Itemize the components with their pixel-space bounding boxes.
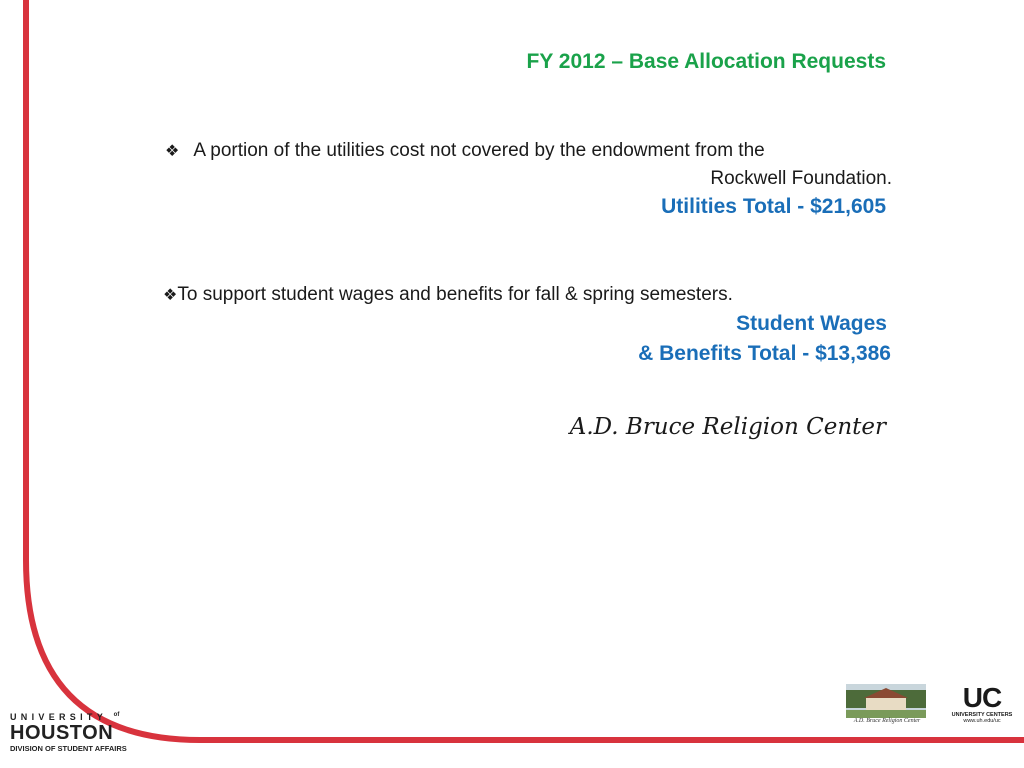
university-centers-logo (950, 684, 1014, 724)
center-name: A.D. Bruce Religion Center (569, 414, 886, 440)
uh-logo-division: DIVISION OF STUDENT AFFAIRS (10, 744, 127, 753)
utilities-total: Utilities Total - $21,605 (661, 195, 886, 218)
photo-ground (846, 710, 926, 718)
photo-caption: A.D. Bruce Religion Center (853, 718, 921, 724)
bullet-1-line-1: A portion of the utilities cost not covered by the endowment from the (193, 140, 765, 161)
bullet-2-line: To support student wages and benefits for fall & spring semesters. (177, 284, 733, 305)
uh-logo-houston: HOUSTON (10, 722, 114, 744)
student-wages-total-line-2: & Benefits Total - $13,386 (638, 342, 891, 365)
uh-logo-university: UNIVERSITY (10, 712, 107, 722)
university-of-houston-logo (10, 712, 130, 753)
bullet-1-line-2: Rockwell Foundation. (710, 168, 892, 189)
uh-logo-of: of (113, 712, 120, 718)
uc-logo-mark: UC (962, 682, 1002, 713)
bullet-1-text (165, 140, 885, 162)
red-frame-curve (26, 0, 1024, 740)
uc-logo-line-1: UNIVERSITY CENTERS (951, 712, 1013, 718)
diamond-bullet-icon: ❖ (165, 143, 180, 160)
bullet-2-text (163, 284, 883, 306)
religion-center-photo (846, 684, 926, 718)
photo-building (866, 698, 906, 710)
student-wages-total-line-1: Student Wages (736, 312, 887, 335)
uc-logo-line-2: www.uh.edu/uc (963, 718, 1001, 724)
slide-title: FY 2012 – Base Allocation Requests (526, 50, 886, 73)
diamond-bullet-icon: ❖ (163, 287, 178, 304)
uh-logo-line-1 (10, 712, 130, 722)
